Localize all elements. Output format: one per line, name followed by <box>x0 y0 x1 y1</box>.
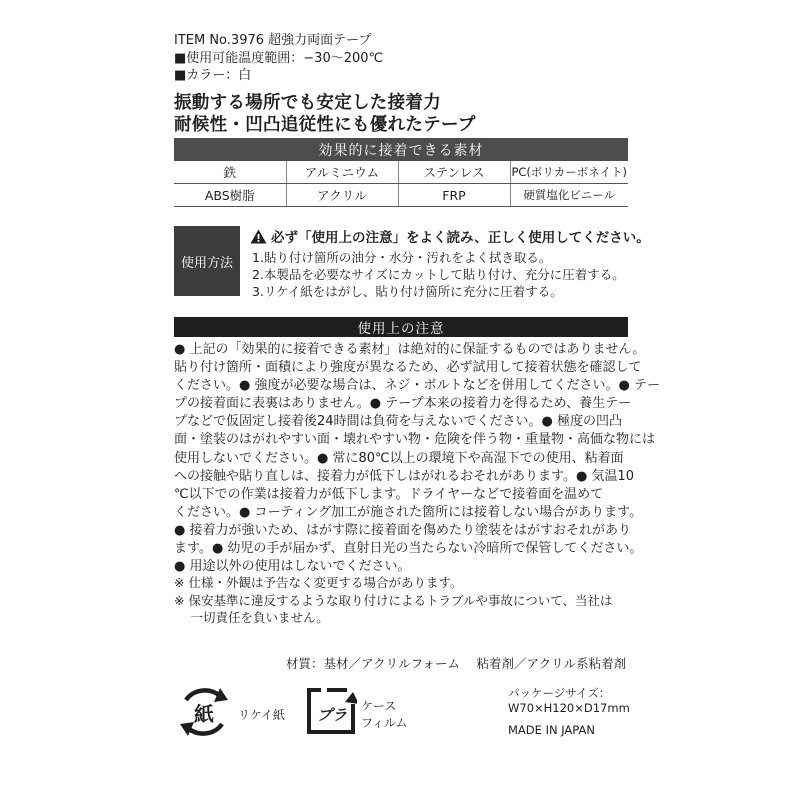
materials-table <box>174 138 628 207</box>
made-in: MADE IN JAPAN <box>508 723 595 737</box>
package-size-label: パッケージサイズ： <box>508 686 611 700</box>
paper-recycle-label: リケイ紙 <box>238 708 285 722</box>
usage-warning <box>250 226 650 246</box>
caution-line: ください。● 強度が必要な場合は、ネジ・ボルトなどを併用してください。● テー <box>174 378 660 394</box>
plastic-label-case: ケース <box>361 699 397 713</box>
table-row <box>174 161 628 184</box>
temperature-range: ■使用可能温度範囲：−30〜200℃ <box>174 51 384 66</box>
warning-icon <box>250 229 267 244</box>
material-info: 材質：基材／アクリルフォーム 粘着剤／アクリル系粘着剤 <box>286 656 627 671</box>
table-cell: 硬質塩化ビニール <box>510 184 628 207</box>
paper-symbol: 紙 <box>194 702 214 726</box>
caution-line: ℃以下での作業は接着力が低下します。ドライヤーなどで接着面を温めて <box>174 486 604 502</box>
caution-line: ● 用途以外の使用はしないでください。 <box>174 559 411 575</box>
usage-step: 2.本製品を必要なサイズにカットして貼り付け、充分に圧着する。 <box>252 267 625 282</box>
package-size-value: W70×H120×D17mm <box>508 701 630 715</box>
plastic-symbol: プラ <box>316 706 348 724</box>
caution-notes <box>174 341 660 576</box>
table-cell: PC(ポリカーボネイト) <box>510 161 628 184</box>
usage-warning-text: 必ず「使用上の注意」をよく読み、正しく使用してください。 <box>271 230 650 246</box>
table-cell: 鉄 <box>174 161 286 184</box>
caution-line: プなどで仮固定し接着後24時間は負荷を与えないでください。● 極度の凹凸 <box>174 414 623 430</box>
caution-line: 使用しないでください。● 常に80℃以上の環境下や高湿下での使用、粘着面 <box>174 450 624 466</box>
caution-line: 貼り付け箇所・面積により強度が異なるため、必ず試用して接着状態を確認して <box>174 360 642 376</box>
table-cell: ステンレス <box>398 161 510 184</box>
caution-line: ください。● コーティング加工が施された箇所には接着しない場合があります。 <box>174 504 643 520</box>
paper-recycle-icon <box>176 686 232 738</box>
caution-title-bar <box>174 317 628 337</box>
headline-line-1: 振動する場所でも安定した接着力 <box>174 93 441 113</box>
table-row <box>174 184 628 207</box>
usage-step: 1.貼り付け箇所の油分・水分・汚れをよく拭き取る。 <box>252 250 552 265</box>
caution-title: 使用上の注意 <box>357 321 445 337</box>
remark-line: 一切責任を負いません。 <box>174 610 329 625</box>
plastic-label-film: フィルム <box>361 716 408 730</box>
caution-line: ます。● 幼児の手が届かず、直射日光の当たらない冷暗所で保管してください。 <box>174 541 643 557</box>
usage-step: 3.リケイ紙をはがし、貼り付け箇所に充分に圧着する。 <box>252 284 563 299</box>
plastic-recycle-icon <box>305 686 357 736</box>
caution-line: への接触や貼り直しは、接着力が低下しはがれるおそれがあります。● 気温10 <box>174 468 634 484</box>
materials-table-title: 効果的に接着できる素材 <box>174 138 628 161</box>
table-cell: アルミニウム <box>286 161 398 184</box>
table-cell: アクリル <box>286 184 398 207</box>
table-cell: FRP <box>398 184 510 207</box>
table-cell: ABS樹脂 <box>174 184 286 207</box>
remark-line: ※ 保安基準に違反するような取り付けによるトラブルや事故について、当社は <box>174 593 613 608</box>
caution-line: ● 上記の「効果的に接着できる素材」は絶対的に保証するものではありません。 <box>174 342 646 357</box>
headline-line-2: 耐候性・凹凸追従性にも優れたテープ <box>174 115 476 135</box>
usage-label-box <box>174 226 240 296</box>
item-number: ITEM No.3976 超強力両面テープ <box>174 33 372 48</box>
remark-line: ※ 仕様・外観は予告なく変更する場合があります。 <box>174 575 463 590</box>
caution-line: ● 接着力が強いため、はがす際に接着面を傷めたり塗装をはがすおそれがあり <box>174 522 631 538</box>
usage-label: 使用方法 <box>180 255 233 271</box>
caution-line: 面・塗装のはがれやすい面・壊れやすい物・危険を伴う物・重量物・高価な物には <box>174 432 656 448</box>
color-spec: ■カラー：白 <box>174 68 252 83</box>
caution-line: プの接着面に表裏はありません。● テープ本来の接着力を得るため、養生テー <box>174 396 632 412</box>
